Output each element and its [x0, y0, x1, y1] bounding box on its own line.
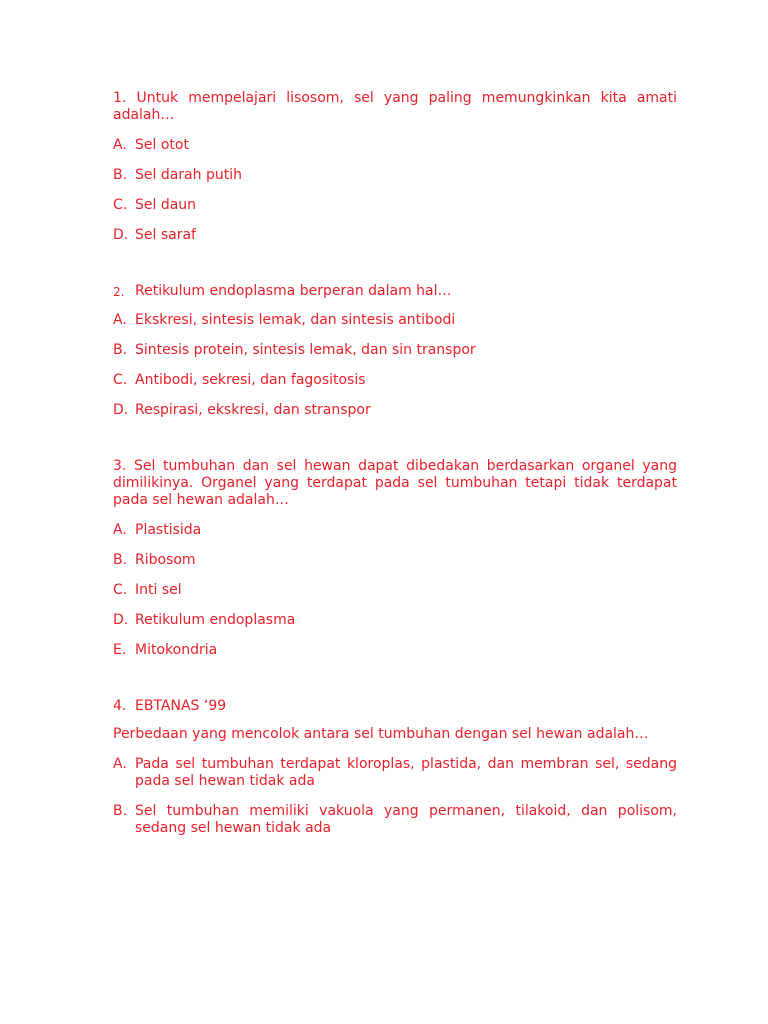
spacer: [113, 257, 677, 283]
option-text: Pada sel tumbuhan terdapat kloroplas, plastida, dan membran sel, sedang pada sel hewan tidak ada: [135, 756, 677, 789]
question-4-number: 4.: [113, 698, 127, 714]
option-letter: B.: [113, 342, 128, 358]
option-letter: A.: [113, 312, 127, 328]
question-2-option-b: [113, 342, 677, 359]
option-text: Sel otot: [135, 137, 189, 153]
option-text: Sel daun: [135, 197, 197, 213]
question-3-stem-line: [113, 458, 677, 509]
option-text: Antibodi, sekresi, dan fagositosis: [135, 372, 366, 388]
option-letter: D.: [113, 402, 129, 418]
option-letter: C.: [113, 372, 128, 388]
option-text: Respirasi, ekskresi, dan stranspor: [135, 402, 371, 418]
question-1: [113, 90, 677, 244]
question-1-option-b: [113, 167, 677, 184]
question-4-option-b: [113, 803, 677, 837]
question-4-heading-line: [113, 698, 677, 715]
document-page: [113, 90, 677, 850]
question-3-option-c: [113, 582, 677, 599]
option-text: Ekskresi, sintesis lemak, dan sintesis antibodi: [135, 312, 456, 328]
question-4-stem: Perbedaan yang mencolok antara sel tumbuhan dengan sel hewan adalah…: [113, 726, 649, 742]
option-letter: D.: [113, 227, 129, 243]
question-1-number: 1.: [113, 90, 127, 106]
question-1-stem-line: [113, 90, 677, 124]
question-4-option-a: [113, 756, 677, 790]
question-3-option-d: [113, 612, 677, 629]
question-2-stem-line: [113, 283, 677, 301]
option-letter: A.: [113, 137, 127, 153]
option-letter: C.: [113, 197, 128, 213]
question-3: [113, 458, 677, 659]
question-2-option-c: [113, 372, 677, 389]
question-4-heading: EBTANAS ‘99: [135, 698, 227, 714]
option-text: Sel tumbuhan memiliki vakuola yang permanen, tilakoid, dan polisom, sedang sel hewan tidak ada: [135, 803, 677, 836]
option-letter: D.: [113, 612, 129, 628]
option-letter: B.: [113, 167, 128, 183]
option-letter: A.: [113, 522, 127, 538]
option-letter: B.: [113, 803, 128, 819]
option-letter: C.: [113, 582, 128, 598]
question-1-option-a: [113, 137, 677, 154]
question-3-number: 3.: [113, 458, 127, 474]
option-text: Plastisida: [135, 522, 202, 538]
question-2: [113, 283, 677, 419]
question-1-option-c: [113, 197, 677, 214]
option-letter: A.: [113, 756, 127, 772]
question-2-option-a: [113, 312, 677, 329]
option-text: Ribosom: [135, 552, 196, 568]
question-2-option-d: [113, 402, 677, 419]
question-3-option-a: [113, 522, 677, 539]
option-text: Inti sel: [135, 582, 182, 598]
question-3-option-b: [113, 552, 677, 569]
option-text: Mitokondria: [135, 642, 218, 658]
question-1-stem: Untuk mempelajari lisosom, sel yang paling memungkinkan kita amati adalah…: [113, 90, 677, 123]
question-3-option-e: [113, 642, 677, 659]
question-4: [113, 698, 677, 837]
option-text: Sel darah putih: [135, 167, 242, 183]
spacer: [113, 672, 677, 698]
option-letter: E.: [113, 642, 127, 658]
question-2-stem: Retikulum endoplasma berperan dalam hal…: [135, 283, 452, 299]
option-text: Retikulum endoplasma: [135, 612, 296, 628]
option-text: Sintesis protein, sintesis lemak, dan sin transpor: [135, 342, 476, 358]
option-text: Sel saraf: [135, 227, 196, 243]
question-2-number: 2.: [113, 285, 125, 299]
question-1-option-d: [113, 227, 677, 244]
question-3-stem: Sel tumbuhan dan sel hewan dapat dibedakan berdasarkan organel yang dimilikinya. Organel yang terdapat pada sel tumbuhan tetapi tidak terdapat pada sel hewan adalah…: [113, 458, 677, 508]
spacer: [113, 432, 677, 458]
option-letter: B.: [113, 552, 128, 568]
